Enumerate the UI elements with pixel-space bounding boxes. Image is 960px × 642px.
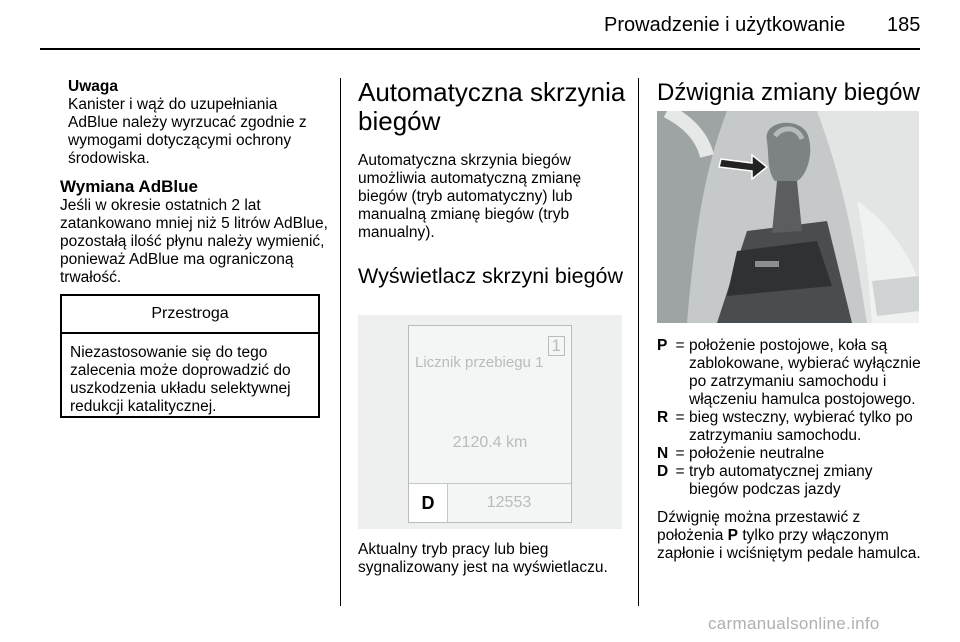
trip-distance: 2120.4 km — [452, 434, 528, 451]
subheading-display: Wyświetlacz skrzyni biegów — [358, 264, 624, 288]
display-frame — [408, 325, 572, 523]
warning-text: Niezastosowanie się do tego zalecenia może doprowadzić do uszkodzenia układu selektywnej redukcji katalitycznej. — [70, 344, 291, 415]
display-caption: Aktualny tryb pracy lub bieg sygnalizowany jest na wyświetlaczu. — [358, 541, 608, 576]
legend-equals: = — [675, 337, 685, 354]
section-heading-adblue: Wymiana AdBlue — [60, 177, 198, 196]
lever-paragraph-end: tylko przy włączonym zapłonie i wciśniętym pedale hamulca. — [657, 527, 921, 562]
legend-equals: = — [675, 409, 685, 426]
watermark: carmanualsonline.info — [708, 614, 880, 633]
automatic-intro: Automatyczna skrzynia biegów umożliwia automatyczną zmianę biegów (tryb automatyczny) lub manualną zmianę biegów (tryb manualny). — [358, 152, 582, 241]
note-text: Kanister i wąż do uzupełniania AdBlue należy wyrzucać zgodnie z wymogami dotyczącymi ochrony środowiska. — [68, 96, 307, 167]
legend-item — [657, 445, 923, 463]
note-title: Uwaga — [68, 78, 118, 95]
section-heading-automatic: Automatyczna skrzynia biegów — [358, 77, 626, 136]
note-block — [68, 78, 330, 168]
legend-item — [657, 409, 923, 445]
legend-equals: = — [675, 445, 685, 462]
header-rule — [40, 48, 920, 50]
display-caption-block — [358, 541, 633, 577]
legend-text: położenie postojowe, koła są zablokowane, wybierać wyłącznie po zatrzymaniu samochodu i włączeniu hamulca postojowego. — [689, 337, 921, 408]
legend-text: położenie neutralne — [689, 445, 825, 462]
warning-title: Przestroga — [62, 296, 318, 334]
gear-lever-section — [657, 78, 927, 107]
gearbox-display-illustration — [358, 315, 622, 529]
odometer-value: 12553 — [486, 494, 532, 511]
legend-text: bieg wsteczny, wybierać tylko po zatrzymaniu samochodu. — [689, 409, 913, 444]
automatic-gearbox-section — [358, 78, 633, 290]
lever-paragraph-key: P — [727, 527, 739, 544]
legend-key: P — [657, 337, 668, 354]
trip-label: Licznik przebiegu 1 — [415, 354, 544, 371]
column-divider-2 — [638, 78, 639, 606]
warning-box — [60, 294, 320, 418]
trip-number: 1 — [548, 336, 565, 356]
adblue-body: Jeśli w okresie ostatnich 2 lat zatankowano mniej niż 5 litrów AdBlue, pozostałą ilość płynu należy wymienić, ponieważ AdBlue ma ograniczoną trwałość. — [60, 197, 328, 286]
gear-legend — [657, 337, 923, 563]
page-number: 185 — [887, 14, 921, 36]
running-header-title: Prowadzenie i użytkowanie — [604, 14, 846, 36]
section-heading-lever: Dźwignia zmiany biegów — [657, 79, 920, 106]
gear-lever-photo — [657, 111, 919, 323]
lever-paragraph-start: Dźwignię można przestawić z położenia — [657, 509, 861, 544]
column-divider-1 — [340, 78, 341, 606]
gear-indicator: D — [409, 484, 448, 522]
gear-lever-drawing — [657, 111, 919, 323]
display-bottom-row — [409, 483, 571, 522]
legend-item — [657, 337, 923, 409]
legend-item — [657, 463, 923, 499]
legend-text: tryb automatycznej zmiany biegów podczas jazdy — [689, 463, 873, 498]
legend-key: N — [657, 445, 669, 462]
legend-key: R — [657, 409, 669, 426]
legend-equals: = — [675, 463, 685, 480]
adblue-section — [60, 177, 332, 287]
legend-key: D — [657, 463, 669, 480]
lever-paragraph — [657, 509, 923, 563]
